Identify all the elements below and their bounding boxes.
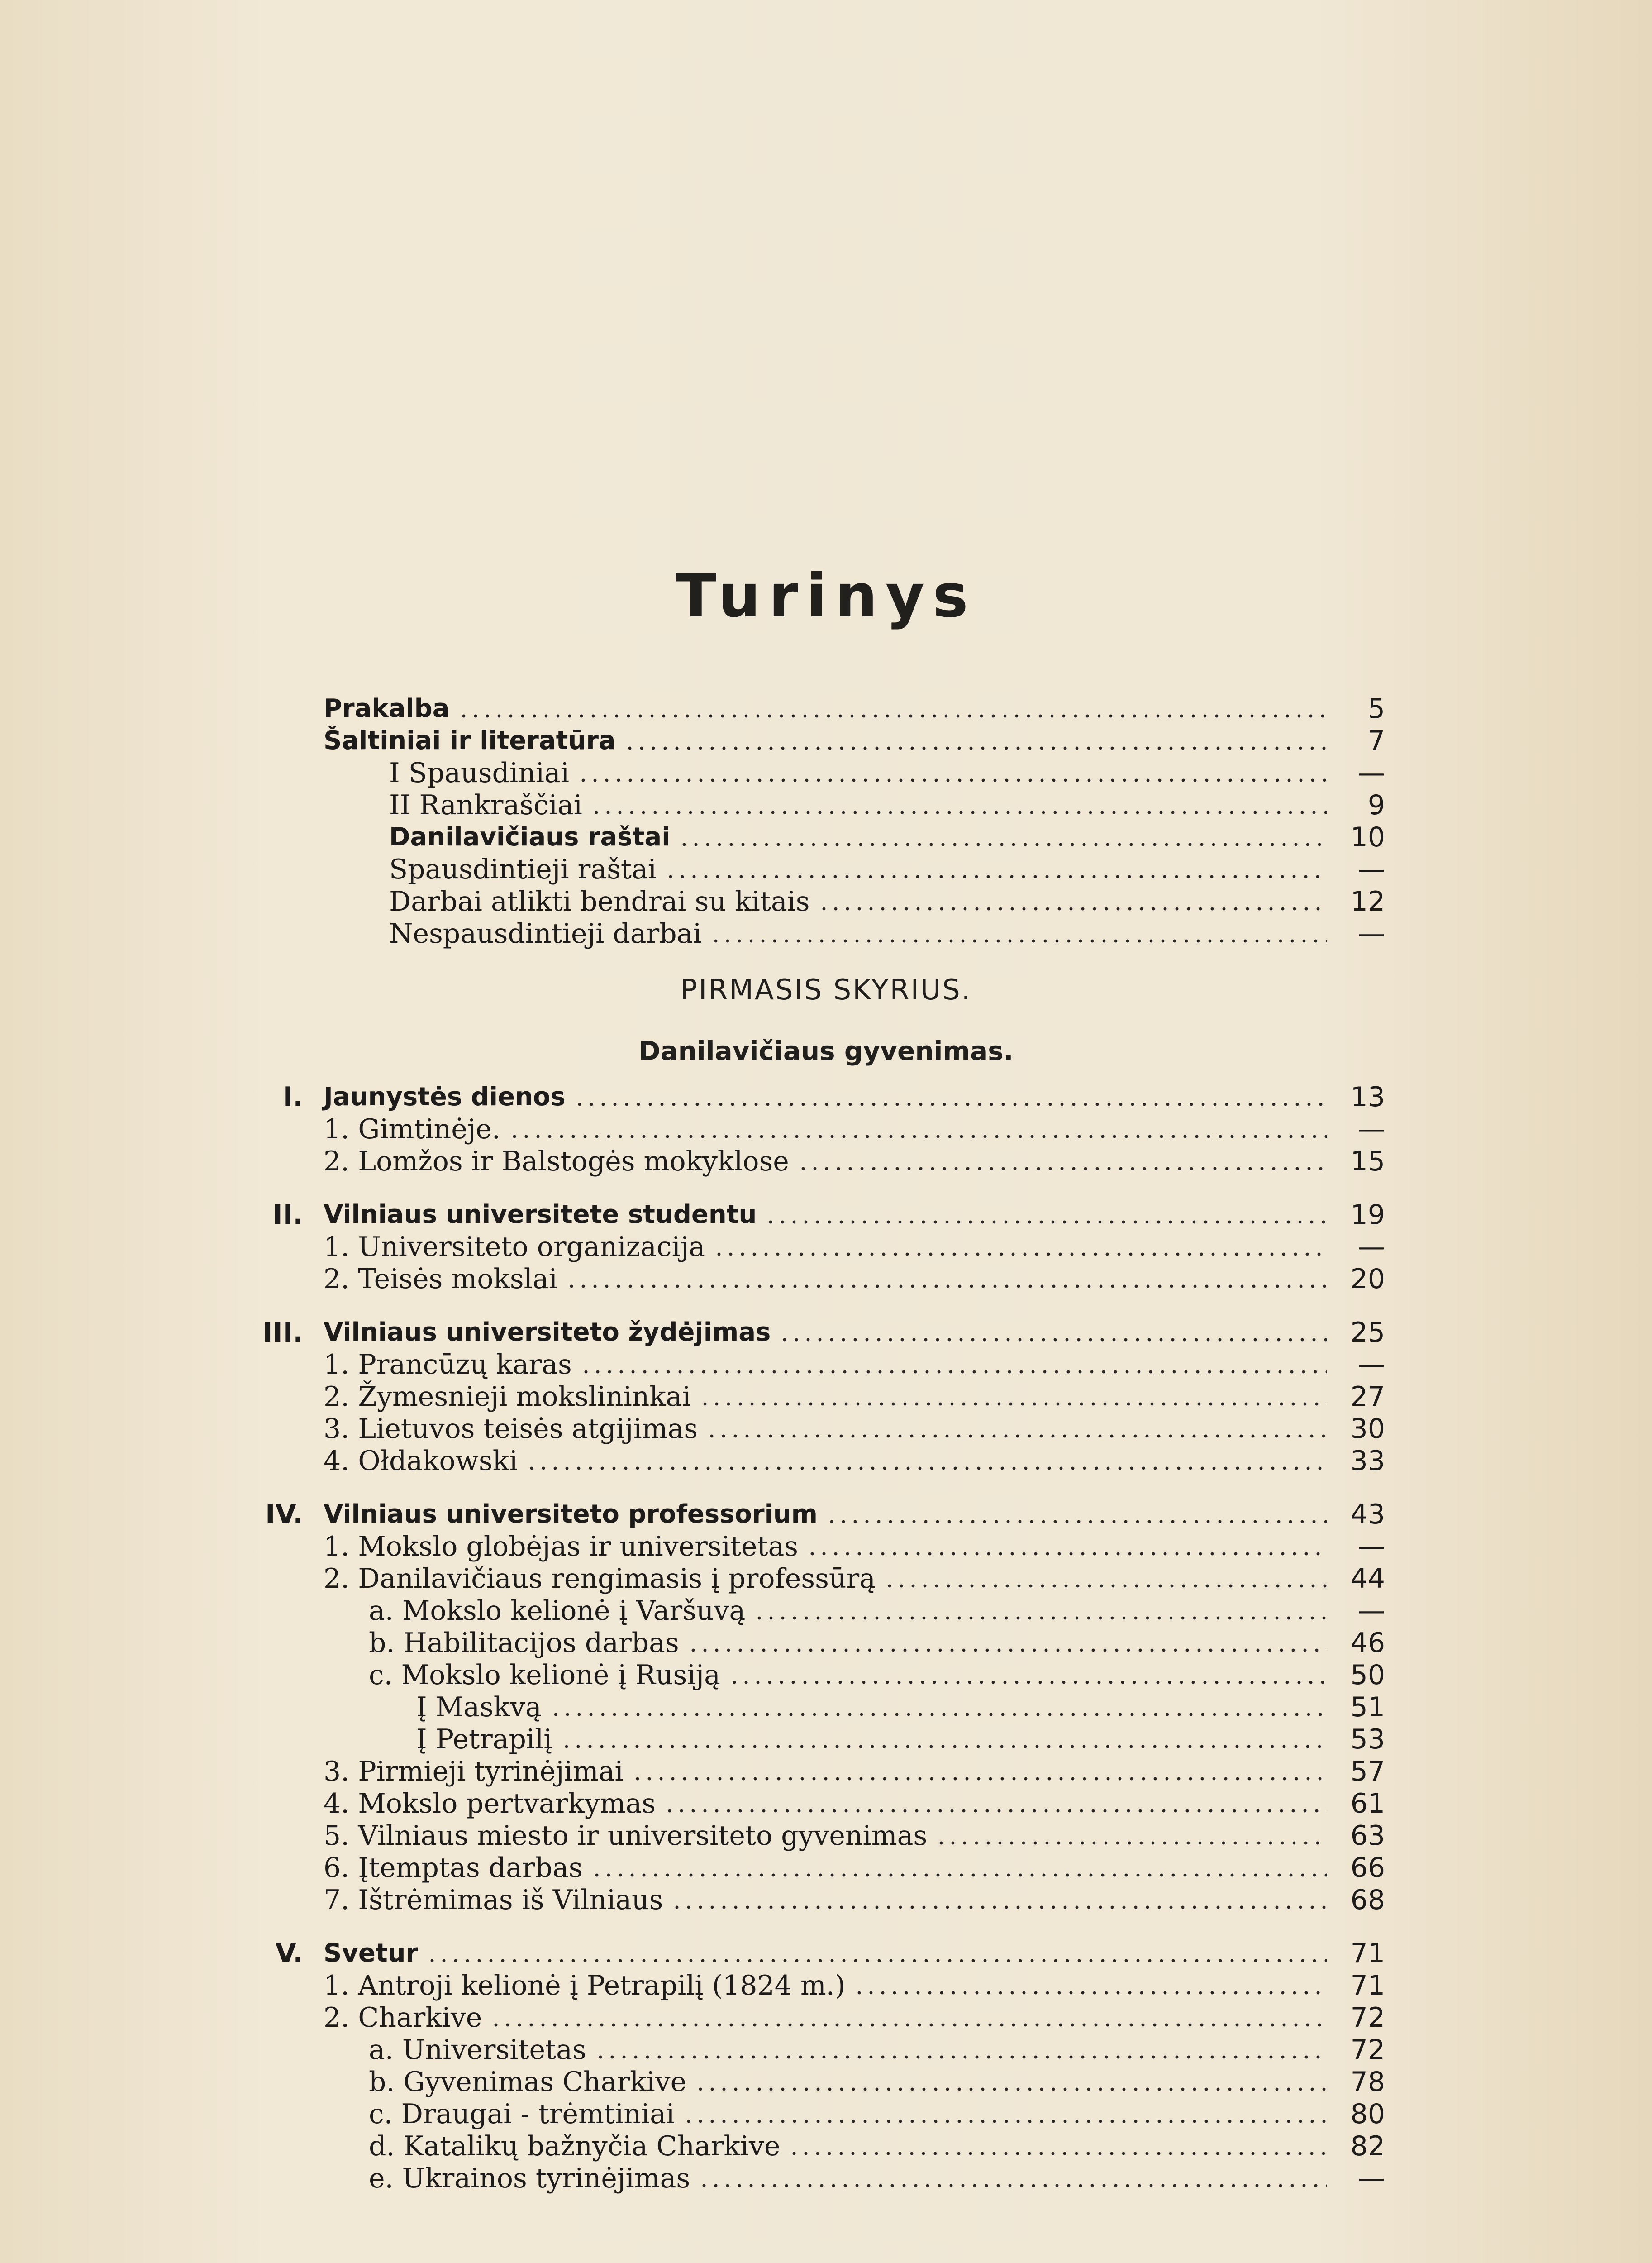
toc-entry-label: a. Universitetas	[369, 2034, 586, 2066]
toc-entry-label: 5. Vilniaus miesto ir universiteto gyvenimas	[324, 1820, 928, 1852]
dot-leader	[683, 2119, 1327, 2124]
toc-entry-label: Prakalba	[324, 694, 450, 723]
dot-leader	[632, 1776, 1327, 1781]
toc-entry	[324, 2001, 1385, 2034]
toc-entry	[369, 2098, 1385, 2130]
dot-leader	[788, 2151, 1327, 2156]
dot-leader	[826, 1519, 1327, 1524]
toc-entry-numeral: V.	[275, 1938, 303, 1969]
toc-entry-page-number: —	[1358, 854, 1385, 885]
toc-entry-label: Šaltiniai ir literatūra	[324, 726, 616, 755]
toc-entry-label: 4. Mokslo pertvarkymas	[324, 1788, 656, 1819]
toc-entry	[324, 692, 1385, 725]
toc-entry-label: Vilniaus universitete studentu	[324, 1200, 757, 1229]
toc-entry	[389, 885, 1385, 918]
toc-entry	[369, 1595, 1385, 1627]
toc-entry-page-number: 71	[1350, 1938, 1385, 1969]
toc-entry-label: 1. Prancūzų karas	[324, 1349, 572, 1380]
dot-leader	[753, 1615, 1327, 1621]
toc-entry	[389, 821, 1385, 854]
toc-entry	[416, 1691, 1385, 1724]
toc-entry-page-number: 19	[1350, 1199, 1385, 1231]
toc-entry-label: 7. Ištrėmimas iš Vilniaus	[324, 1884, 663, 1916]
dot-leader	[699, 1401, 1327, 1407]
toc-entry	[324, 1113, 1385, 1146]
toc-entry	[324, 1263, 1385, 1295]
dot-leader	[884, 1583, 1327, 1589]
toc-entry-label: Spausdintieji raštai	[389, 854, 657, 885]
toc-entry-page-number: 43	[1350, 1499, 1385, 1530]
toc-entry-page-number: 50	[1350, 1659, 1385, 1691]
dot-leader	[678, 842, 1327, 847]
toc-entry-numeral: I.	[282, 1081, 303, 1113]
toc-entry	[369, 2162, 1385, 2195]
dot-leader	[426, 1958, 1327, 1963]
toc-entry-page-number: 80	[1350, 2098, 1385, 2130]
dot-leader	[591, 1872, 1327, 1878]
toc-entry	[324, 1413, 1385, 1445]
toc-entry-label: 1. Antroji kelionė į Petrapilį (1824 m.)	[324, 1970, 846, 2001]
dot-leader	[550, 1712, 1327, 1717]
dot-leader	[561, 1744, 1328, 1749]
toc-entry-label: Jaunystės dienos	[324, 1082, 566, 1112]
dot-leader	[665, 874, 1327, 879]
dot-leader	[595, 2054, 1327, 2060]
toc-entry-label: Vilniaus universiteto professorium	[324, 1499, 818, 1529]
toc-entry-page-number: 25	[1350, 1317, 1385, 1348]
toc-entry-page-number: 9	[1367, 789, 1385, 821]
toc-entry-label: d. Katalikų bažnyčia Charkive	[369, 2130, 781, 2162]
toc-entry-page-number: 30	[1350, 1413, 1385, 1445]
toc-entry	[324, 1787, 1385, 1820]
toc-entry-page-number: 5	[1367, 693, 1385, 725]
toc-entry-page-number: —	[1358, 757, 1385, 789]
toc-entry-page-number: 71	[1350, 1970, 1385, 2001]
dot-leader	[671, 1905, 1327, 1910]
toc-entry-page-number: 20	[1350, 1263, 1385, 1295]
toc-entry-page-number: 46	[1350, 1627, 1385, 1659]
toc-entry-page-number: 53	[1350, 1724, 1385, 1755]
toc-entry-label: b. Habilitacijos darbas	[369, 1627, 679, 1659]
toc-entry-label: 1. Gimtinėje.	[324, 1113, 500, 1145]
dot-leader	[710, 938, 1327, 944]
toc-entry-page-number: 63	[1350, 1820, 1385, 1852]
dot-leader	[765, 1219, 1327, 1225]
toc-entry	[282, 1081, 1385, 1113]
toc-entry-page-number: 27	[1350, 1381, 1385, 1413]
toc-entry-page-number: 12	[1350, 886, 1385, 917]
toc-entry-numeral: II.	[272, 1199, 303, 1231]
toc-entry-page-number: —	[1358, 1113, 1385, 1145]
toc-entry-page-number: 57	[1350, 1756, 1385, 1787]
toc-entry	[265, 1498, 1385, 1531]
toc-entry	[324, 1755, 1385, 1788]
toc-entry-page-number: 10	[1350, 821, 1385, 853]
toc-entry-page-number: —	[1358, 918, 1385, 950]
toc-entry-page-number: —	[1358, 1531, 1385, 1562]
toc-entry-page-number: —	[1358, 2163, 1385, 2194]
toc-entry-numeral: IV.	[265, 1499, 303, 1530]
toc-entry-page-number: 66	[1350, 1852, 1385, 1884]
toc-entry-label: Į Petrapilį	[416, 1724, 552, 1755]
dot-leader	[713, 1251, 1327, 1257]
toc-entry	[369, 1627, 1385, 1659]
toc-entry-page-number: 82	[1350, 2130, 1385, 2162]
toc-entry	[272, 1198, 1385, 1231]
toc-entry-label: II Rankraščiai	[389, 789, 582, 821]
toc-entry-label: 6. Įtemptas darbas	[324, 1852, 583, 1884]
toc-entry	[324, 1231, 1385, 1263]
dot-leader	[490, 2022, 1327, 2028]
toc-entry-label: a. Mokslo kelionė į Varšuvą	[369, 1595, 746, 1627]
toc-entry-page-number: 72	[1350, 2002, 1385, 2034]
toc-entry-label: 2. Lomžos ir Balstogės mokyklose	[324, 1146, 789, 1177]
toc-entry-label: Svetur	[324, 1938, 419, 1968]
dot-leader	[574, 1102, 1327, 1107]
toc-entry-page-number: 44	[1350, 1563, 1385, 1595]
toc-entry-page-number: 7	[1367, 725, 1385, 757]
page-title: Turinys	[676, 561, 976, 631]
toc-entry-numeral: III.	[262, 1317, 303, 1348]
dot-leader	[797, 1166, 1327, 1171]
toc-entry-page-number: 78	[1350, 2066, 1385, 2098]
toc-entry	[369, 1659, 1385, 1691]
toc-entry	[369, 2130, 1385, 2163]
toc-entry	[262, 1316, 1385, 1349]
toc-entry	[324, 1969, 1385, 2002]
toc-entry-label: b. Gyvenimas Charkive	[369, 2066, 687, 2098]
toc-entry	[369, 2066, 1385, 2098]
toc-entry-page-number: 13	[1350, 1081, 1385, 1113]
toc-entry	[389, 917, 1385, 950]
toc-entry-label: Darbai atlikti bendrai su kitais	[389, 886, 810, 917]
toc-entry-label: 4. Ołdakowski	[324, 1445, 518, 1477]
toc-entry	[324, 1819, 1385, 1852]
toc-entry	[324, 1348, 1385, 1381]
toc-entry-label: Vilniaus universiteto žydėjimas	[324, 1318, 771, 1347]
dot-leader	[818, 906, 1327, 912]
toc-entry	[324, 1145, 1385, 1178]
dot-leader	[706, 1433, 1327, 1439]
toc-entry	[324, 1562, 1385, 1595]
toc-entry-page-number: 72	[1350, 2034, 1385, 2066]
toc-entry-label: 2. Žymesnieji mokslininkai	[324, 1381, 691, 1413]
dot-leader	[458, 713, 1327, 719]
dot-leader	[624, 745, 1327, 751]
toc-entry-label: 2. Charkive	[324, 2002, 482, 2034]
dot-leader	[509, 1134, 1327, 1139]
toc-entry-label: 1. Mokslo globėjas ir universitetas	[324, 1531, 799, 1562]
toc-entry	[275, 1937, 1385, 1970]
dot-leader	[728, 1680, 1327, 1685]
dot-leader	[695, 2086, 1327, 2092]
toc-entry	[324, 1884, 1385, 1916]
dot-leader	[806, 1551, 1327, 1556]
toc-entry-label: 3. Lietuvos teisės atgijimas	[324, 1413, 698, 1445]
toc-entry-label: Danilavičiaus raštai	[389, 822, 671, 852]
toc-entry	[389, 853, 1385, 886]
toc-entry-page-number: —	[1358, 1595, 1385, 1627]
toc-entry	[369, 2034, 1385, 2066]
dot-leader	[590, 810, 1327, 815]
toc-entry-label: c. Draugai - trėmtiniai	[369, 2098, 675, 2130]
toc-entry-page-number: 33	[1350, 1445, 1385, 1477]
toc-entry-label: 3. Pirmieji tyrinėjimai	[324, 1756, 624, 1787]
toc-entry	[324, 1380, 1385, 1413]
toc-entry-label: I Spausdiniai	[389, 757, 569, 789]
toc-entry-page-number: 68	[1350, 1884, 1385, 1916]
toc-entry	[416, 1723, 1385, 1756]
toc-entry-label: e. Ukrainos tyrinėjimas	[369, 2163, 690, 2194]
dot-leader	[664, 1808, 1327, 1814]
toc-entry-label: 1. Universiteto organizacija	[324, 1231, 705, 1263]
toc-entry-page-number: 61	[1350, 1788, 1385, 1819]
dot-leader	[566, 1284, 1327, 1289]
dot-leader	[526, 1466, 1327, 1471]
toc-entry-label: 2. Danilavičiaus rengimasis į professūrą	[324, 1563, 876, 1595]
toc-entry-label: c. Mokslo kelionė į Rusiją	[369, 1659, 720, 1691]
toc-entry-page-number: —	[1358, 1349, 1385, 1380]
toc-entry-label: 2. Teisės mokslai	[324, 1263, 557, 1295]
dot-leader	[698, 2183, 1327, 2188]
toc-entry	[324, 1852, 1385, 1884]
dot-leader	[935, 1840, 1327, 1846]
dot-leader	[779, 1337, 1327, 1342]
toc-entry	[324, 1445, 1385, 1477]
dot-leader	[853, 1990, 1327, 1996]
toc-entry	[389, 789, 1385, 821]
toc-entry	[324, 1530, 1385, 1563]
toc-entry	[324, 725, 1385, 757]
toc-entry-page-number: 15	[1350, 1146, 1385, 1177]
toc-entry-label: Nespausdintieji darbai	[389, 918, 702, 950]
toc-entry-label: Į Maskvą	[416, 1691, 542, 1723]
dot-leader	[580, 1369, 1327, 1375]
chapter-heading: PIRMASIS SKYRIUS.	[680, 973, 972, 1006]
dot-leader	[687, 1647, 1327, 1653]
toc-entry	[389, 757, 1385, 789]
dot-leader	[577, 778, 1327, 783]
chapter-subtitle: Danilavičiaus gyvenimas.	[638, 1036, 1014, 1066]
toc-entry-page-number: 51	[1350, 1691, 1385, 1723]
toc-entry-page-number: —	[1358, 1231, 1385, 1263]
